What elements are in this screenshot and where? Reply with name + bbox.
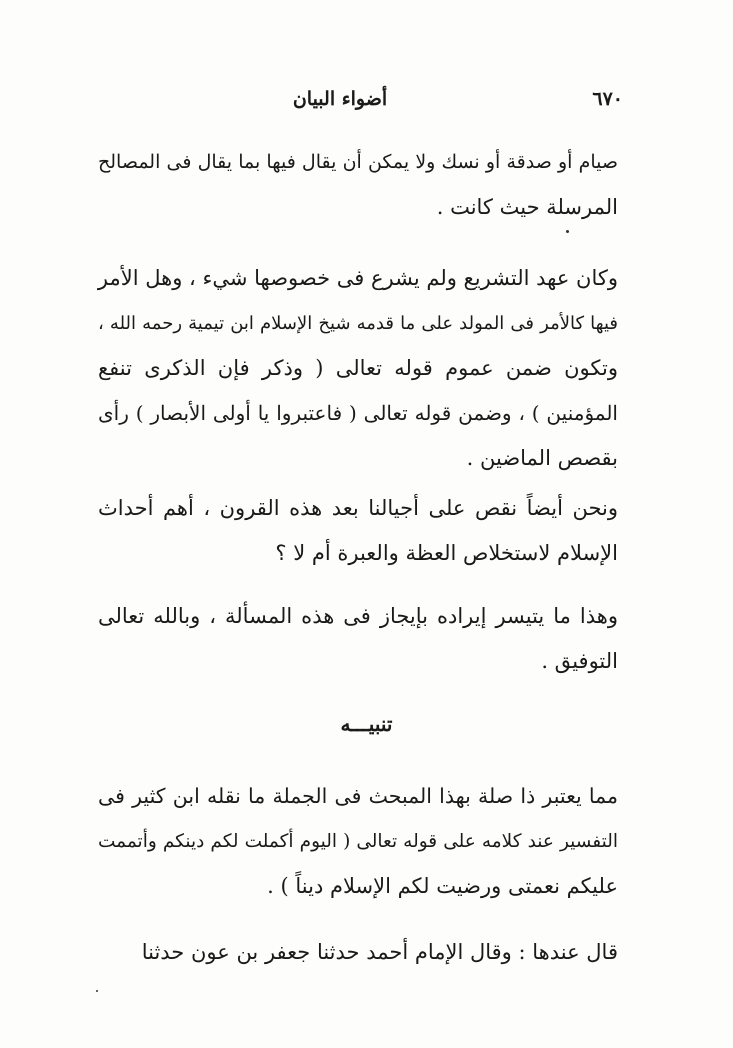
text-line: المرسلة حيث كانت .	[436, 195, 618, 219]
paragraph-4	[98, 594, 618, 684]
paragraph-5	[98, 774, 618, 909]
text-line: وهذا ما يتيسر إيراده بإيجاز فى هذه المسألة ، وبالله تعالى	[98, 604, 618, 628]
text-line: الإسلام لاستخلاص العظة والعبرة أم لا ؟	[275, 541, 618, 565]
text-line: التوفيق .	[541, 649, 618, 673]
text-line: وكان عهد التشريع ولم يشرع فى خصوصها شيء ، وهل الأمر	[97, 266, 618, 290]
page-header	[0, 88, 733, 118]
text-line: ونحن أيضاً نقص على أجيالنا بعد هذه القرون ، أهم أحداث	[98, 496, 618, 520]
text-line: وتكون ضمن عموم قوله تعالى ( وذكر فإن الذكرى تنفع	[98, 356, 618, 380]
text-line: عليكم نعمتى ورضيت لكم الإسلام ديناً ) .	[267, 874, 618, 898]
print-speck	[566, 230, 569, 233]
print-speck	[96, 990, 98, 992]
text-line: صيام أو صدقة أو نسك ولا يمكن أن يقال فيها بما يقال فى المصالح	[98, 151, 618, 173]
paragraph-2	[98, 256, 618, 481]
paragraph-6	[98, 930, 618, 975]
running-title: أضواء البيان	[292, 88, 388, 110]
paragraph-3	[98, 486, 618, 576]
text-line: بقصص الماضين .	[466, 446, 618, 470]
text-line: فيها كالأمر فى المولد على ما قدمه شيخ الإسلام ابن تيمية رحمه الله ،	[98, 313, 618, 334]
text-line: المؤمنين ) ، وضمن قوله تعالى ( فاعتبروا يا أولى الأبصار ) رأى	[98, 401, 618, 425]
paragraph-1	[98, 140, 618, 230]
text-line: قال عندها : وقال الإمام أحمد حدثنا جعفر بن عون حدثنا	[141, 940, 618, 964]
text-line: التفسير عند كلامه على قوله تعالى ( اليوم أكملت لكم دينكم وأتممت	[98, 831, 618, 852]
text-line: مما يعتبر ذا صلة بهذا المبحث فى الجملة ما نقله ابن كثير فى	[98, 784, 618, 808]
section-heading: تنبيـــه	[340, 712, 393, 736]
page-number: ٦٧٠	[592, 88, 623, 110]
